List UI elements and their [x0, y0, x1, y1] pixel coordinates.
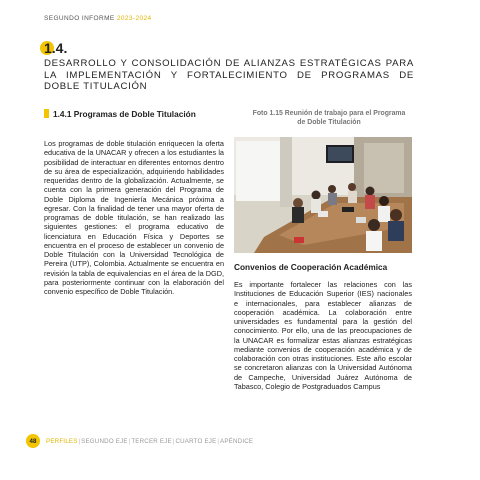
- page-footer: 48 PERFILES | SEGUNDO EJE | TERCER EJE | CUARTO EJE | APÉNDICE: [26, 434, 253, 448]
- convenios-body: Es importante fortalecer las relaciones con las Instituciones de Educación Superior (IES) nacionales e internacionales, para establecer alianzas de cooperación académica. La colaboración entre universidades es fundamental para la gestión del conocimiento. Por ello, una de las preocupaciones de la UNACAR es formalizar estas alianzas estratégicas mediante convenios de cooperación académica y de colaboración con otras instituciones. Este año escolar se concretaron alianzas con la Universidad Autónoma de Campeche, Universidad Juárez Autónoma de Tabasco, Colegio de Postgraduados Campus: [234, 280, 412, 391]
- header-year: 2023-2024: [116, 15, 152, 22]
- page-number: 48: [26, 434, 40, 448]
- subsection-body: Los programas de doble titulación enriquecen la oferta educativa de la UNACAR y ofrecen a los estudiantes la posibilidad de interactuar en diferentes entornos dentro de su área de especialización, adquiriendo habilidades requeridas dentro de la globalización. Actualmente, se cuenta con la primera generación del Programa de Doble Diploma de Ingeniería Mecánica próxima a egresar. Con la finalidad de tener una mayor oferta de programas de doble titulación, se han realizado las siguientes gestiones: el programa educativo de licenciatura en Educación Física y Deportes se encuentra en el proceso de establecer un convenio de Doble Titulación con la Universidad Tecnológica de Pereira (UTP), Colombia. Actualmente se encuentra en revisión la tabla de equivalencias en el área de la DGD, para posteriormente continuar con la elaboración del convenio específico de Doble Titulación.: [44, 139, 224, 296]
- section-number-text: 1.4.: [44, 40, 68, 56]
- footer-nav-item[interactable]: TERCER EJE: [131, 437, 172, 445]
- subsection-title: 1.4.1 Programas de Doble Titulación: [53, 109, 196, 119]
- footer-nav-item[interactable]: CUARTO EJE: [175, 437, 217, 445]
- subsection-heading: [44, 109, 196, 119]
- footer-nav-item[interactable]: SEGUNDO EJE: [81, 437, 128, 445]
- meeting-photo-illustration: [234, 137, 412, 253]
- convenios-heading: Convenios de Cooperación Académica: [234, 262, 388, 272]
- report-header: [44, 15, 152, 22]
- subsection-marker: [44, 109, 49, 118]
- meeting-photo: [234, 137, 412, 253]
- section-title: DESARROLLO Y CONSOLIDACIÓN DE ALIANZAS ESTRATÉGICAS PARA LA IMPLEMENTACIÓN Y FORTALECIMIENTO DE PROGRAMAS DE DOBLE TITULACIÓN: [44, 58, 414, 93]
- photo-caption: Foto 1.15 Reunión de trabajo para el Programa de Doble Titulación: [252, 110, 406, 126]
- header-text: SEGUNDO INFORME: [44, 15, 115, 22]
- footer-nav-item[interactable]: PERFILES: [46, 437, 78, 445]
- footer-nav-item[interactable]: APÉNDICE: [220, 437, 254, 445]
- section-number: [44, 40, 67, 56]
